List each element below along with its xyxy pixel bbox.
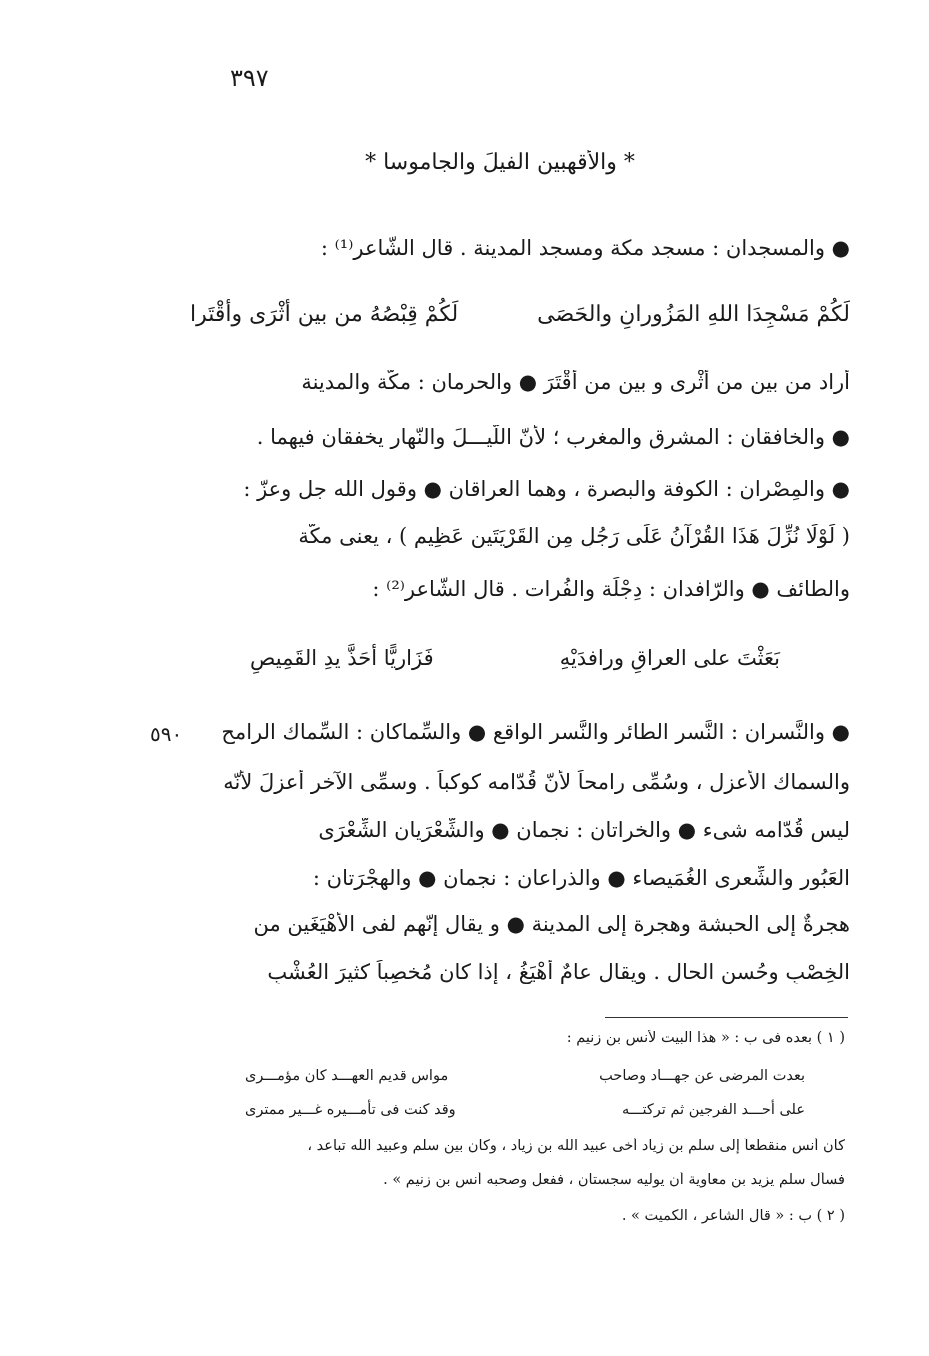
text-line: والطائف ● والرّافدانِ : دِجْلَة والفُرات . قال الشّاعر⁽²⁾ : [372,577,850,601]
margin-number: ٥٩٠ [150,722,183,746]
footnote-verse [245,1068,805,1084]
verse-fragment: * والأقهبين الفيلَ والجاموسا * [365,150,635,175]
footnote-verse-second: مواس قديم العهـــد كان مؤمـــرى [245,1068,449,1084]
page-number: ٣٩٧ [230,64,269,92]
text-line: هجرةٌ إلى الحبشة وهجرة إلى المدينة ● و يقال إنّهم لفى الأهْيَغَين من [253,912,850,936]
verse-first-hemistich: لَكُمْ مَسْجِدَا اللهِ المَزُورانِ والحَصَى [537,302,850,327]
footnote-text: كان أنس منقطعاً إلى سلم بن زياد أخى عبيد الله بن زياد ، وكان بين سلم وعبيد الله تباعد ، [307,1138,845,1154]
footnote-1: ( ١ ) بعده فى ب : « هذا البيت لأنس بن زنيم : [566,1030,845,1046]
footnote-2: ( ٢ ) ب : « قال الشاعر ، الكميت » . [621,1208,845,1224]
text-line: ● والنَّسران : النَّسر الطائر والنَّسر الواقع ● والسِّماكان : السِّماك الرامح [221,720,850,744]
footnote-verse-first: على أحـــد الفرجين ثم تركتـــه [622,1102,805,1118]
text-line: ليس قُدّامه شىء ● والخراتان : نجمان ● والشِّعْرَيان الشِّعْرَى [318,818,850,842]
text-line: أراد من بين من أثْرى و بين من أقْتَرَ ● والحرمانِ : مكّة والمدينة [301,370,850,394]
verse-second-hemistich: فَزَاريًّا أحَذَّ يدِ القَمِيصِ [250,646,434,670]
verse-second-hemistich: لَكُمْ قِبْصُهُ من بين أثْرَى وأقْتَرا [190,302,459,327]
footnote-verse-first: بعدت المرضى عن جهـــاد وصاحب [599,1068,805,1084]
footnote-verse-second: وقد كنت فى تأمـــيره غـــير ممترى [245,1102,456,1118]
text-line: الخِصْبِ وحُسن الحال . ويقال عامٌ أهْيَغُ ، إذا كان مُخصِباً كثيرَ العُشْبِ [267,960,850,984]
verse-line [250,646,780,670]
text-line: ● والخافقان : المشرق والمغرب ؛ لأنّ اللّيـــلَ والنّهار يخفقان فيهما . [256,425,850,449]
text-line: والسماك الأعزل ، وسُمِّى رامحاً لأنّ قُدّامه كوكباً . وسمِّى الآخر أعزلَ لأنّه [223,770,850,794]
text-line: ● والمسجدان : مسجد مكة ومسجد المدينة . قال الشّاعر⁽¹⁾ : [320,236,850,260]
footnote-verse [245,1102,805,1118]
footnote-text: فسأل سلم يزيد بن معاوية أن يوليه سجستان ، ففعل وصحبه أنس بن زنيم » . [383,1172,845,1188]
quran-quote-line: ( لَوْلَا نُزِّلَ هَذَا القُرْآنُ عَلَى رَجُلٍ مِن القَرْيَتَين عَظِيمٍ ) ، يعنى مكّة [298,524,850,548]
verse-first-hemistich: بَعَثْتَ على العراقِ ورافدَيْهِ [559,646,780,670]
verse-line [190,302,850,327]
text-line: العَبُور والشِّعرى الغُمَيصاء ● والذراعان : نجمان ● والهِجْرَتان : [312,866,850,890]
footnote-divider [605,1017,848,1018]
text-line: ● والمِصْرانِ : الكوفة والبصرة ، وهما العراقان ● وقول الله جل وعزّ : [243,477,850,501]
